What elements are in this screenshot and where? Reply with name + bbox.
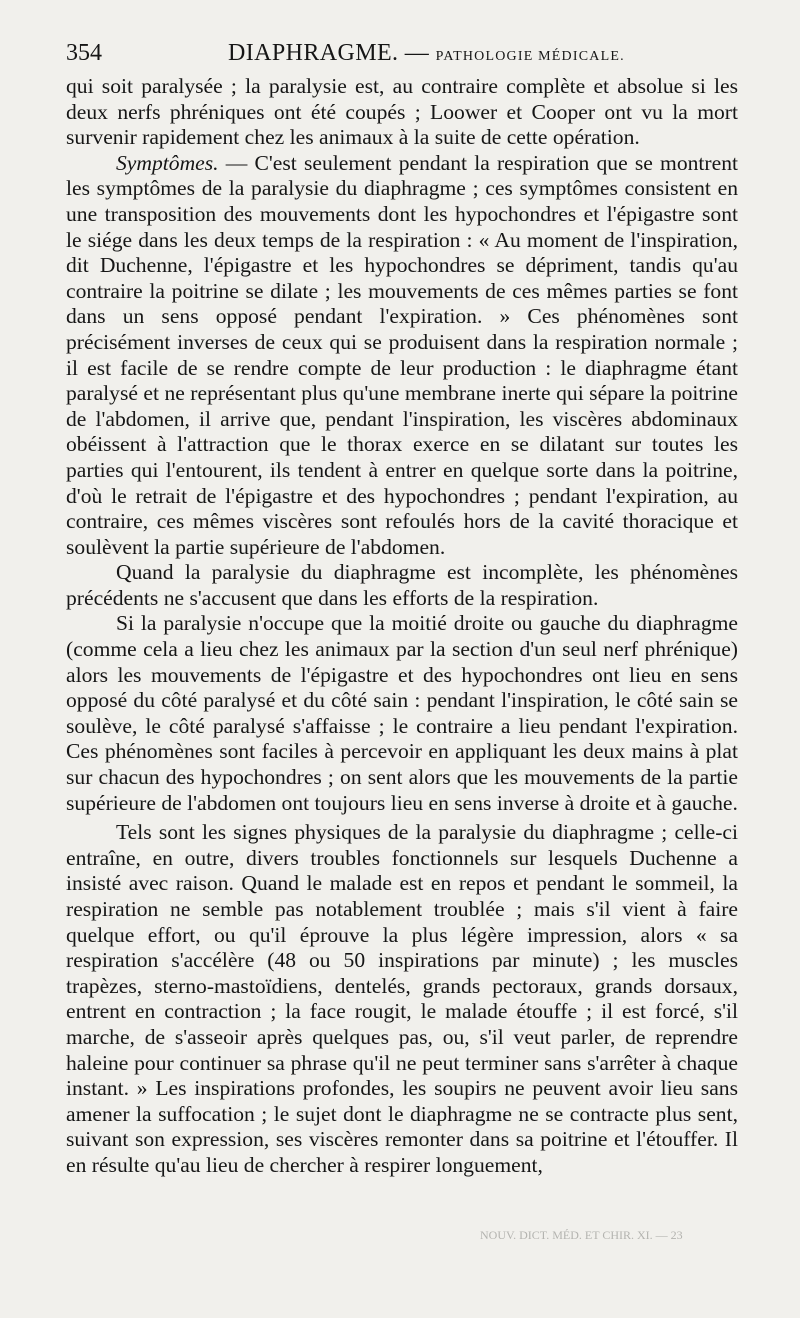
page-header — [66, 40, 738, 74]
paragraph-2-text: — C'est seulement pendant la respiration que se montrent les symptômes de la paralysie du diaphragme ; ces symptômes consistent en une transposition des mouvements dont les hypochondres et l'épigastre sont le siége dans les deux temps de la respiration : « Au moment de l'inspiration, dit Duchenne, l'épigastre et les hypochondres se dépriment, tandis qu'au contraire la poitrine se dilate ; les mouvements de ces mêmes parties se font dans un sens opposé pendant l'expiration. » Ces phénomènes sont précisément inverses de ceux qui se produisent dans la respiration normale ; il est facile de se rendre compte de leur production : le diaphragme étant paralysé et ne représentant plus qu'une membrane inerte qui sépare la poitrine de l'abdomen, il arrive que, pendant l'inspiration, les viscères abdominaux obéissent à l'attraction que le thorax exerce en se dilatant sur toutes les parties qui l'entourent, ils tendent à entrer en quelque sorte dans la poitrine, d'où le retrait de l'épigastre et des hypochondres ; pendant l'expiration, au contraire, ces mêmes viscères sont refoulés hors de la cavité thoracique et soulèvent la partie supérieure de l'abdomen. — [66, 150, 738, 559]
paragraph-2 — [66, 151, 738, 561]
paragraph-5: Tels sont les signes physiques de la paralysie du diaphragme ; celle-ci entraîne, en outre, divers troubles fonctionnels sur lesquels Duchenne a insisté avec raison. Quand le malade est en repos et pendant le sommeil, la respiration ne semble pas notablement troublée ; mais s'il vient à faire quelque effort, ou qu'il éprouve la plus légère impression, alors « sa respiration s'accélère (48 ou 50 inspirations par minute) ; les muscles trapèzes, sterno-mastoïdiens, dentelés, grands pectoraux, grands dorsaux, entrent en contraction ; la face rougit, le malade étouffe ; il est forcé, s'il marche, de s'asseoir après quelques pas, ou, s'il veut parler, de reprendre haleine pour continuer sa phrase qu'il ne peut terminer sans s'arrêter à chaque instant. » Les inspirations profondes, les soupirs ne peuvent avoir lieu sans amener la suffocation ; le sujet dont le diaphragme ne se contracte plus sent, suivant son expression, ses viscères remonter dans sa poitrine et l'étouffer. Il en résulte qu'au lieu de chercher à respirer longuement, — [66, 820, 738, 1177]
running-head — [228, 40, 625, 67]
running-head-sub: PATHOLOGIE MÉDICALE. — [435, 49, 625, 64]
section-title-symptomes: Symptômes. — [116, 150, 219, 175]
paragraph-4: Si la paralysie n'occupe que la moitié droite ou gauche du diaphragme (comme cela a lieu chez les animaux par la section d'un seul nerf phrénique) alors les mouvements de l'épigastre et des hypochondres ont lieu en sens opposé du côté paralysé et du côté sain : pendant l'inspiration, le côté sain se soulève, le côté paralysé s'affaisse ; le contraire a lieu pendant l'expiration. Ces phénomènes sont faciles à percevoir en appliquant les deux mains à plat sur chacun des hypochondres ; on sent alors que les mouvements de la partie supérieure de l'abdomen ont toujours lieu en sens inverse à droite et à gauche. — [66, 611, 738, 815]
paragraph-1: qui soit paralysée ; la paralysie est, au contraire complète et absolue si les deux nerfs phréniques ont été coupés ; Loower et Cooper ont vu la mort survenir rapidement chez les animaux à la suite de cette opération. — [66, 74, 738, 150]
running-head-main: DIAPHRAGME. — — [228, 40, 430, 66]
paragraph-3: Quand la paralysie du diaphragme est incomplète, les phénomènes précédents ne s'accusent que dans les efforts de la respiration. — [66, 560, 738, 610]
body-text — [66, 74, 738, 1179]
bleed-through-footer: NOUV. DICT. MÉD. ET CHIR. XI. — 23 — [480, 1228, 683, 1242]
page-number: 354 — [66, 40, 102, 66]
